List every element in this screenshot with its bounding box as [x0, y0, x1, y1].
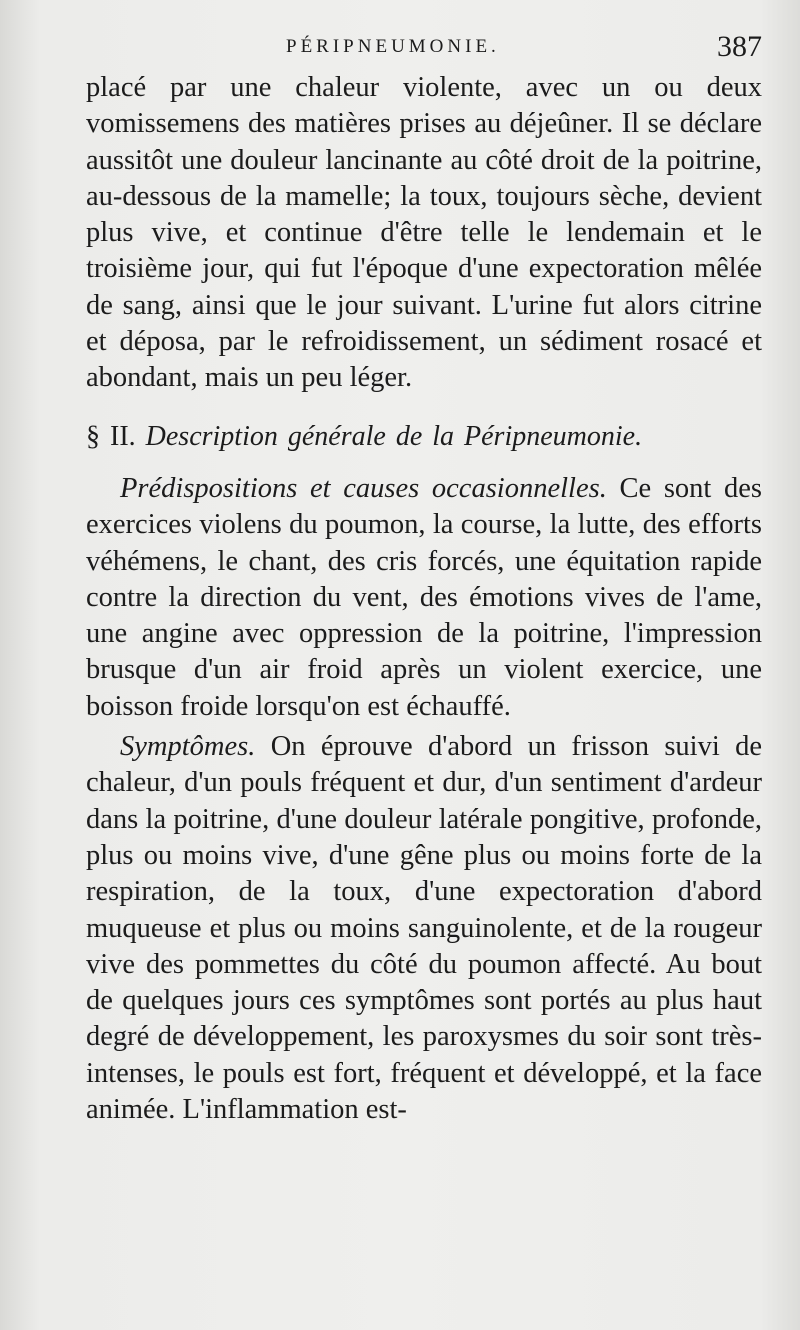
page-number: 387: [717, 30, 762, 63]
section-heading: [86, 419, 762, 455]
paragraph-symptoms: [86, 729, 762, 1128]
body-text: [86, 70, 762, 1128]
running-title: PÉRIPNEUMONIE.: [286, 36, 500, 57]
paragraph-predispositions: [86, 471, 762, 725]
section-title: Description générale de la Péripneumonie.: [145, 420, 643, 452]
symptoms-text: On éprouve d'abord un frisson suivi de chaleur, d'un pouls fréquent et dur, d'un sentiment d'ardeur dans la poitrine, d'une douleur latérale pongitive, profonde, plus ou moins vive, d'une gêne plus ou moins forte de la respiration, de la toux, d'une expectoration d'abord muqueuse et plus ou moins sanguinolente, et de la rougeur vive des pommettes du côté du poumon affecté. Au bout de quelques jours ces symptômes sont portés au plus haut degré de développement, les paroxysmes du soir sont très-intenses, le pouls est fort, fréquent et développé, et la face animée. L'inflammation est-: [86, 731, 762, 1126]
predispositions-text: Ce sont des exercices violens du poumon, la course, la lutte, des efforts véhémens, le chant, des cris forcés, une équitation rapide contre la direction du vent, des émotions vives de l'ame, une angine avec oppression de la poitrine, l'impression brusque d'un air froid après un violent exercice, une boisson froide lorsqu'on est échauffé.: [86, 472, 762, 722]
section-number: § II.: [86, 420, 136, 452]
predispositions-lead: Prédispositions et causes occasionnelles.: [120, 472, 607, 504]
page-header: [86, 30, 762, 70]
symptoms-lead: Symptômes.: [120, 731, 256, 763]
paragraph-case-continuation: placé par une chaleur violente, avec un ou deux vomissemens des matières prises au déjeûner. Il se déclare aussitôt une douleur lancinante au côté droit de la poitrine, au-dessous de la mamelle; la toux, toujours sèche, devient plus vive, et continue d'être telle le lendemain et le troisième jour, qui fut l'époque d'une expectoration mêlée de sang, ainsi que le jour suivant. L'urine fut alors citrine et déposa, par le refroidissement, un sédiment rosacé et abondant, mais un peu léger.: [86, 72, 762, 394]
